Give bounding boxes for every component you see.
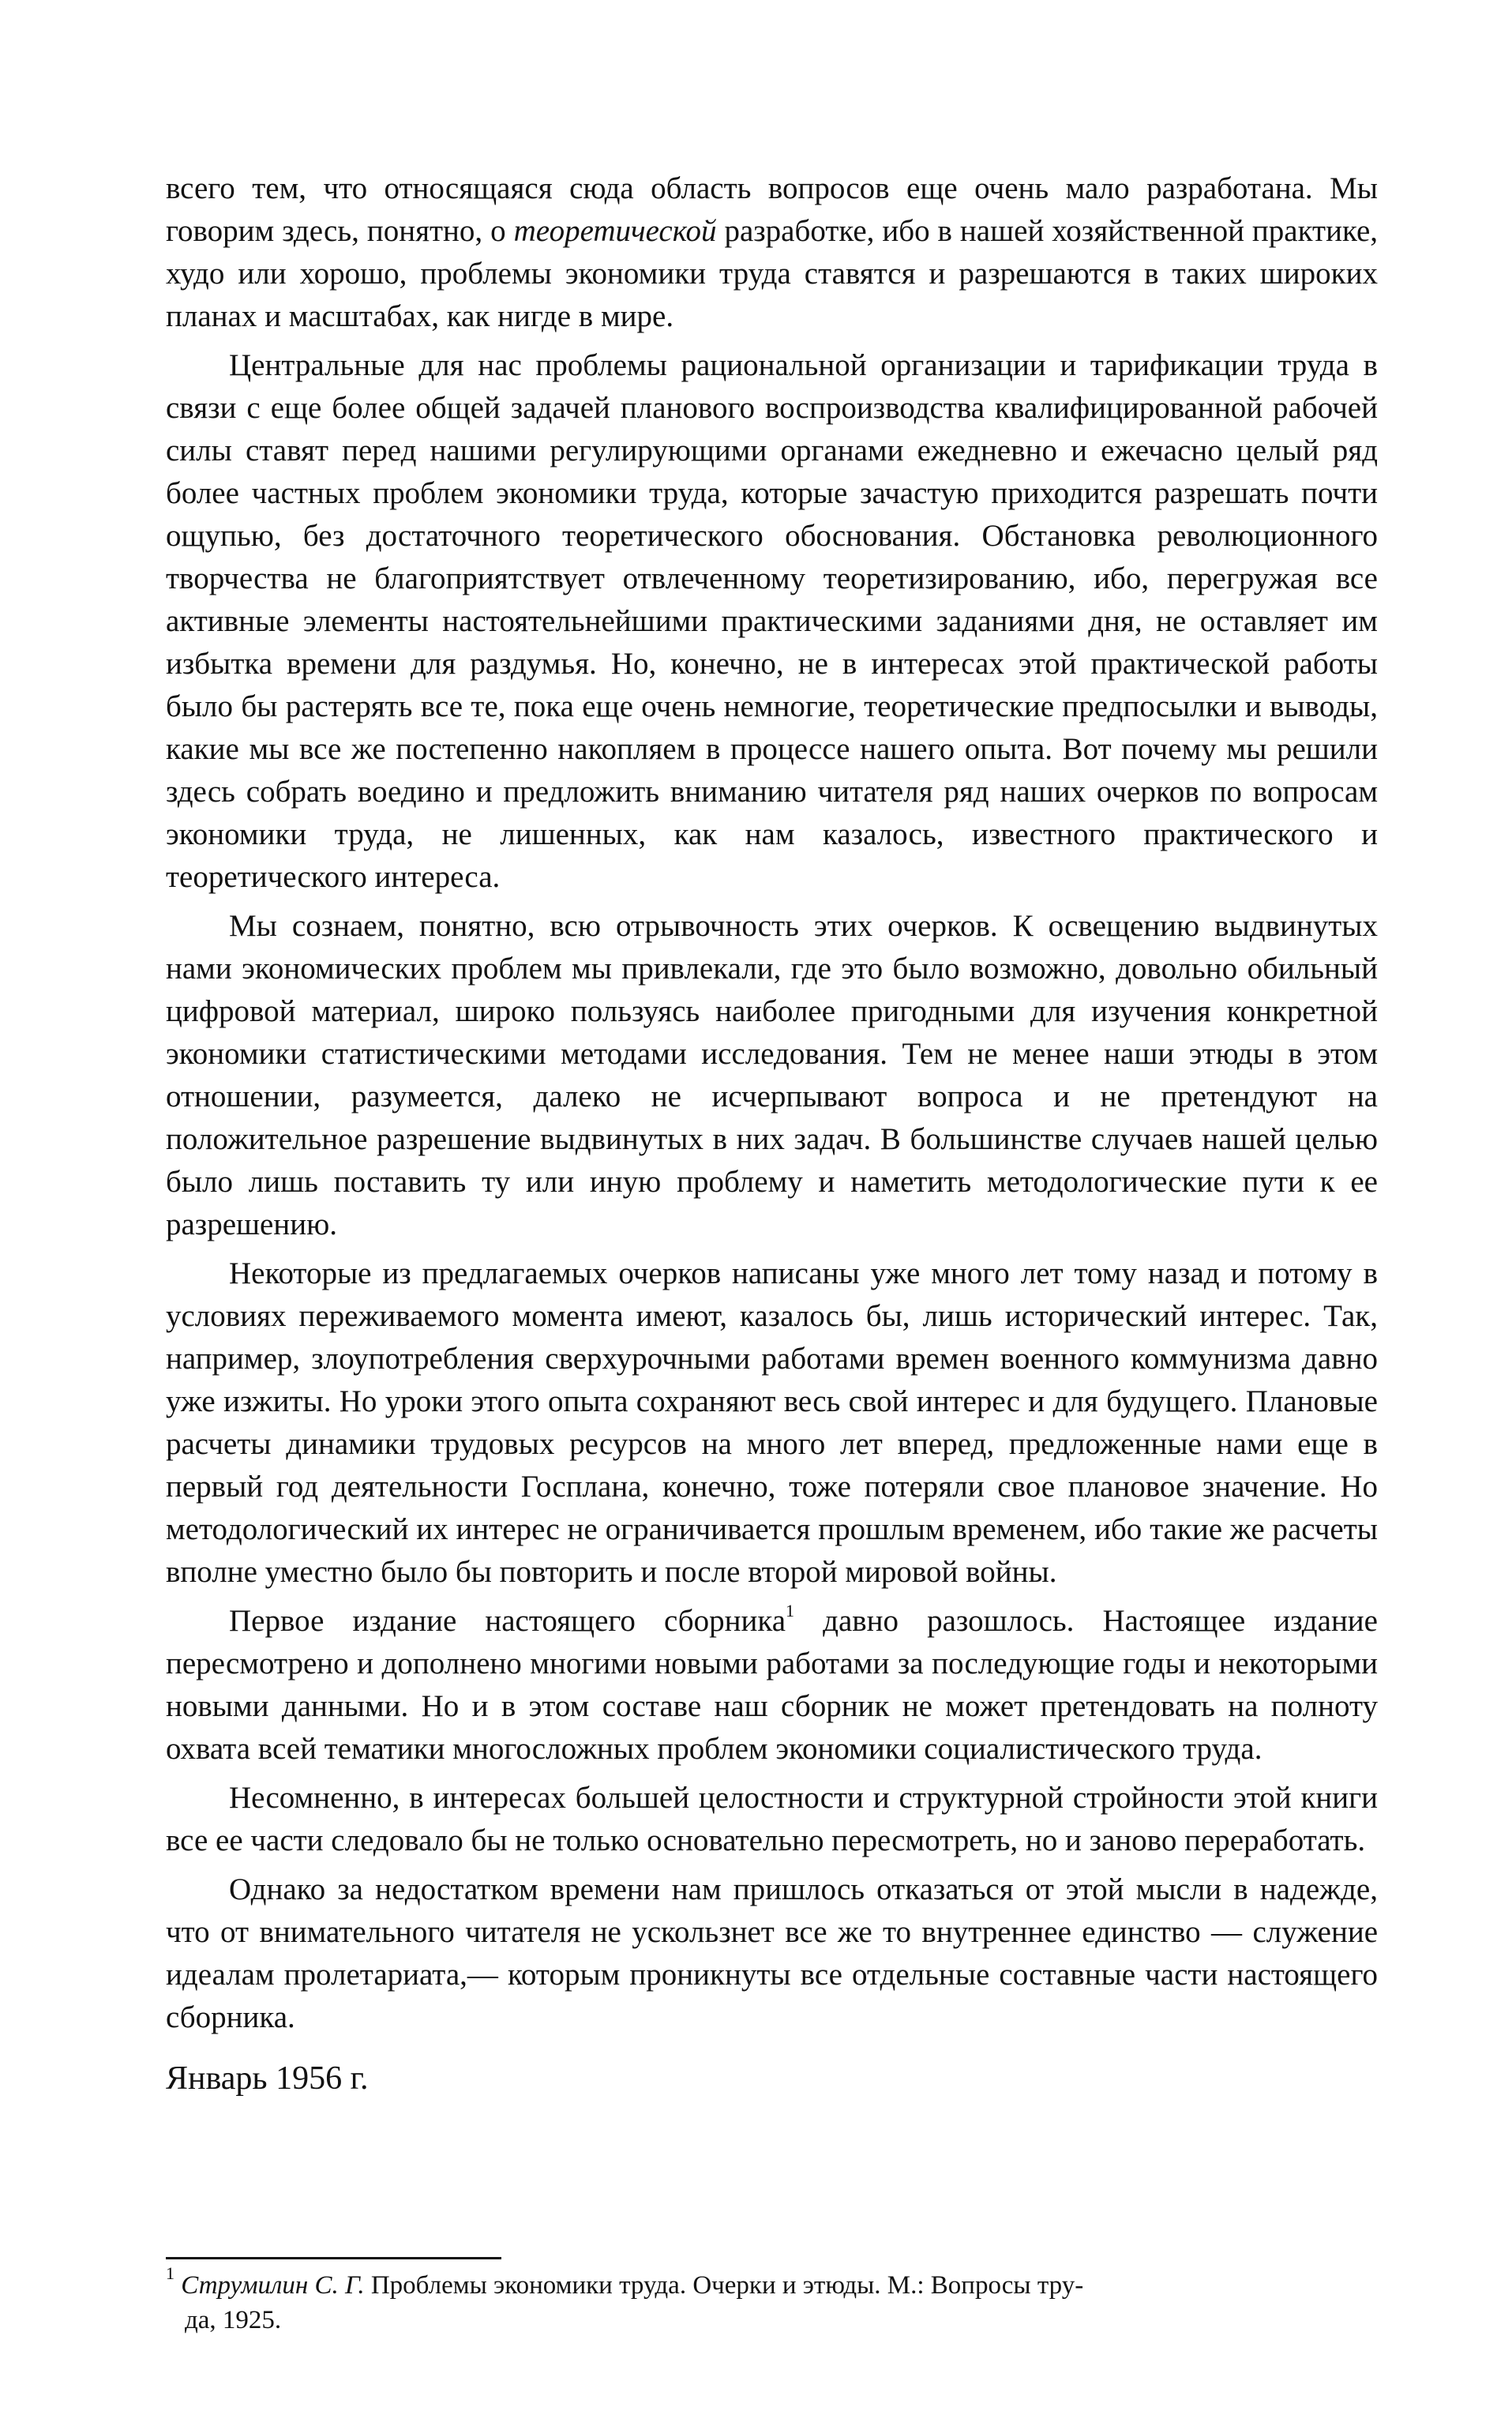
page-body	[166, 167, 1378, 2101]
paragraph-5	[166, 1600, 1378, 1771]
footnote-text-line-2: да, 1925.	[185, 2306, 282, 2334]
paragraph-5-text-start: Первое издание настоящего сборника	[229, 1604, 786, 1638]
paragraph-5-text-end: давно разошлось. Настоящее издание пересмотрено и дополнено многими новыми работами за последующие годы и некоторыми новыми данными. Но и в этом составе наш сборник не может претендовать на полноту охвата всей тематики многосложных проблем экономики социалистического труда.	[166, 1604, 1378, 1766]
date-line: Январь 1956 г.	[166, 2060, 369, 2097]
paragraph-1-emphasis: теоретической	[513, 214, 717, 248]
paragraph-3: Мы сознаем, понятно, всю отрывочность этих очерков. К освещению выдвинутых нами экономических проблем мы привлекали, где это было возможно, довольно обильный цифровой материал, широко пользуясь наиболее пригодными для изучения конкретной экономики статистическими методами исследования. Тем не менее наши этюды в этом отношении, разумеется, далеко не исчерпывают вопроса и не претендуют на положительное разрешение выдвинутых в них задач. В большинстве случаев нашей целью было лишь поставить ту или иную проблему и наметить методологические пути к ее разрешению.	[166, 909, 1378, 1241]
footnote-text-line-1: Проблемы экономики труда. Очерки и этюды. М.: Вопросы тру-	[364, 2271, 1084, 2300]
footnote	[166, 2263, 1378, 2338]
paragraph-1	[166, 167, 1378, 338]
footnote-reference[interactable]: 1	[786, 1601, 795, 1620]
paragraph-1-text-end: разработке, ибо в нашей хозяйственной практике, худо или хорошо, проблемы экономики труда ставятся и разрешаются в таких широких планах и масштабах, как нигде в мире.	[166, 214, 1378, 333]
footnote-author: Струмилин С. Г.	[181, 2271, 365, 2300]
paragraph-4: Некоторые из предлагаемых очерков написаны уже много лет тому назад и потому в условиях переживаемого момента имеют, казалось бы, лишь исторический интерес. Так, например, злоупотребления сверхурочными работами времен военного коммунизма давно уже изжиты. Но уроки этого опыта сохраняют весь свой интерес и для будущего. Плановые расчеты динамики трудовых ресурсов на много лет вперед, предложенные нами еще в первый год деятельности Госплана, конечно, тоже потеряли свое плановое значение. Но методологический их интерес не ограничивается прошлым временем, ибо такие же расчеты вполне уместно было бы повторить и после второй мировой войны.	[166, 1256, 1378, 1589]
paragraph-6: Несомненно, в интересах большей целостности и структурной стройности этой книги все ее части следовало бы не только основательно пересмотреть, но и заново переработать.	[166, 1781, 1378, 1857]
footnote-divider	[166, 2257, 501, 2259]
paragraph-2: Центральные для нас проблемы рациональной организации и тарификации труда в связи с еще более общей задачей планового воспроизводства квалифицированной рабочей силы ставят перед нашими регулирующими органами ежедневно и ежечасно целый ряд более частных проблем экономики труда, которые зачастую приходится разрешать почти ощупью, без достаточного теоретического обоснования. Обстановка революционного творчества не благоприятствует отвлеченному теоретизированию, ибо, перегружая все активные элементы настоятельнейшими практическими заданиями дня, не оставляет им избытка времени для раздумья. Но, конечно, не в интересах этой практической работы было бы растерять все те, пока еще очень немногие, теоретические предпосылки и выводы, какие мы все же постепенно накопляем в процессе нашего опыта. Вот почему мы решили здесь собрать воедино и предложить вниманию читателя ряд наших очерков по вопросам экономики труда, не лишенных, как нам казалось, известного практического и теоретического интереса.	[166, 348, 1378, 894]
paragraph-1-text-start: всего тем, что относящаяся сюда область вопросов еще очень мало разработана. Мы говорим здесь, понятно, о	[166, 171, 1378, 248]
paragraph-7: Однако за недостатком времени нам пришлось отказаться от этой мысли в надежде, что от внимательного читателя не ускользнет все же то внутреннее единство — служение идеалам пролетариата,— которым проникнуты все отдельные составные части настоящего сборника.	[166, 1872, 1378, 2034]
footnote-marker: 1	[166, 2263, 174, 2283]
